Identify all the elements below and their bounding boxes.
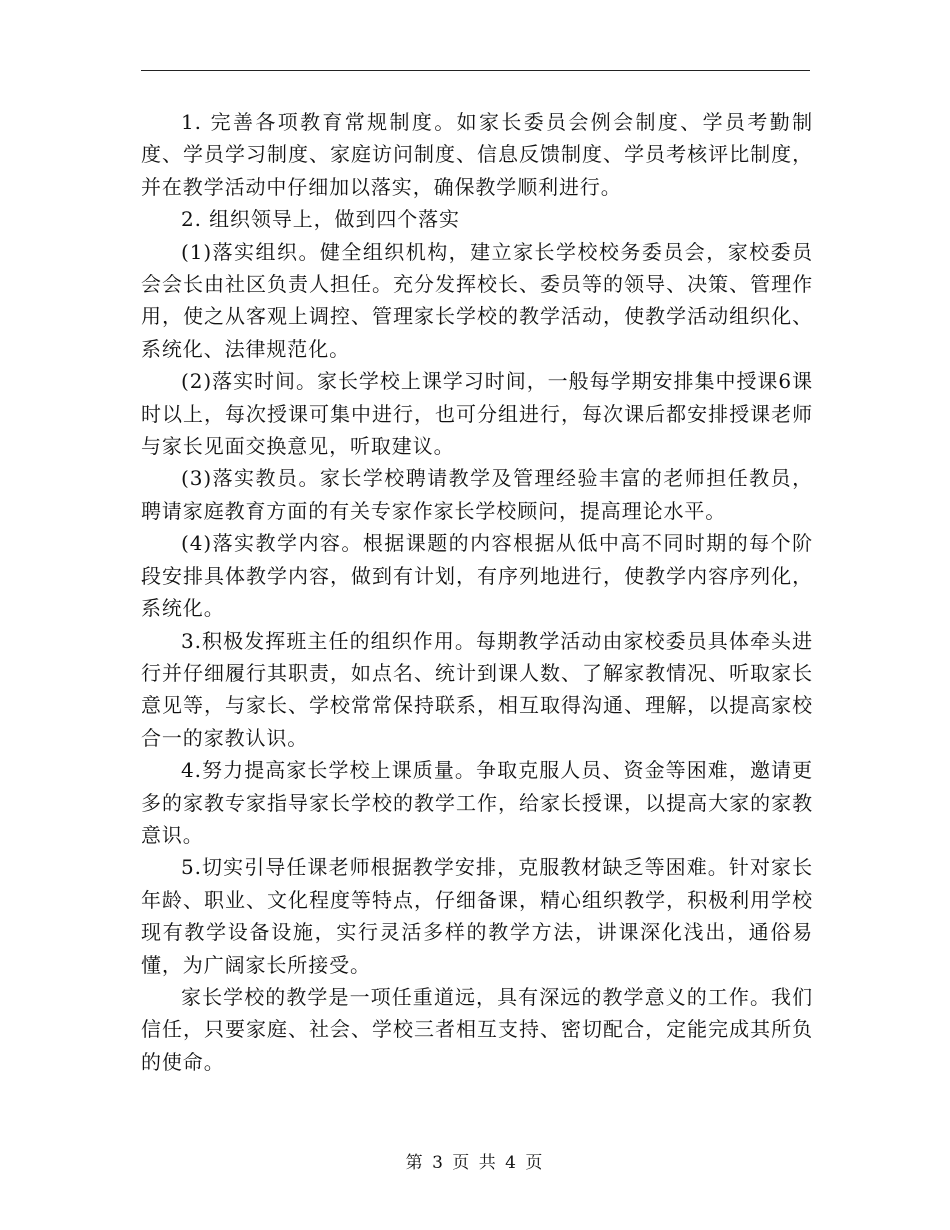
paragraph-5: (3)落实教员。家长学校聘请教学及管理经验丰富的老师担任教员，聘请家庭教育方面的有关专家作家长学校顾问，提高理论水平。	[141, 466, 813, 523]
paragraph-7: 3.积极发挥班主任的组织作用。每期教学活动由家校委员具体牵头进行并仔细履行其职责，如点名、统计到课人数、了解家教情况、听取家长意见等，与家长、学校常常保持联系，相互取得沟通、理解，以提高家校合一的家教认识。	[141, 628, 813, 750]
paragraph-4: (2)落实时间。家长学校上课学习时间，一般每学期安排集中授课6课时以上，每次授课可集中进行，也可分组进行，每次课后都安排授课老师与家长见面交换意见，听取建议。	[141, 369, 813, 459]
paragraph-10: 家长学校的教学是一项任重道远，具有深远的教学意义的工作。我们信任，只要家庭、社会、学校三者相互支持、密切配合，定能完成其所负的使命。	[141, 984, 813, 1074]
paragraph-1: 1. 完善各项教育常规制度。如家长委员会例会制度、学员考勤制度、学员学习制度、家庭访问制度、信息反馈制度、学员考核评比制度，并在教学活动中仔细加以落实，确保教学顺利进行。	[141, 110, 813, 199]
paragraph-6: (4)落实教学内容。根据课题的内容根据从低中高不同时期的每个阶段安排具体教学内容，做到有计划，有序列地进行，使教学内容序列化，系统化。	[141, 531, 813, 621]
page-number-footer: 第 3 页 共 4 页	[405, 1153, 545, 1173]
paragraph-8: 4.努力提高家长学校上课质量。争取克服人员、资金等困难，邀请更多的家教专家指导家长学校的教学工作，给家长授课，以提高大家的家教意识。	[141, 758, 813, 847]
paragraph-9: 5.切实引导任课老师根据教学安排，克服教材缺乏等困难。针对家长年龄、职业、文化程度等特点，仔细备课，精心组织教学，积极利用学校现有教学设备设施，实行灵活多样的教学方法，讲课深化浅出，通俗易懂，为广阔家长所接受。	[141, 855, 813, 977]
paragraph-2: 2. 组织领导上，做到四个落实	[181, 207, 460, 232]
header-rule	[141, 70, 810, 71]
paragraph-3: (1)落实组织。健全组织机构，建立家长学校校务委员会，家校委员会会长由社区负责人担任。充分发挥校长、委员等的领导、决策、管理作用，使之从客观上调控、管理家长学校的教学活动，使教学活动组织化、系统化、法律规范化。	[141, 239, 813, 361]
document-body	[141, 106, 813, 1078]
